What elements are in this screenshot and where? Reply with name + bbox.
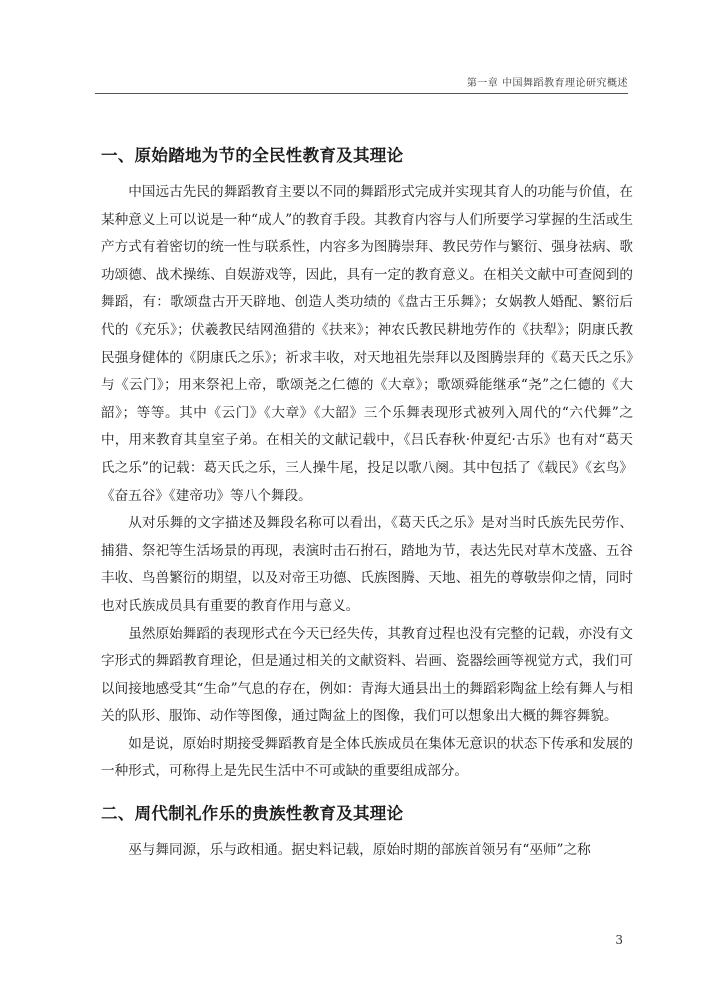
paragraph: 虽然原始舞蹈的表现形式在今天已经失传，其教育过程也没有完整的记载，亦没有文字形式的舞蹈教育理论，但是通过相关的文献资料、岩画、瓷器绘画等视觉方式，我们可以间接地感受其“生命”气息的存在，例如：青海大通县出土的舞蹈彩陶盆上绘有舞人与相关的队形、服饰、动作等图像，通过陶盆上的图像，我们可以想象出大概的舞容舞貌。	[101, 625, 633, 725]
section-heading-2: 二、周代制礼作乐的贵族性教育及其理论	[101, 804, 404, 824]
paragraph: 中国远古先民的舞蹈教育主要以不同的舞蹈形式完成并实现其育人的功能与价值，在某种意义上可以说是一种“成人”的教育手段。其教育内容与人们所要学习掌握的生活或生产方式有着密切的统一性与联系性，内容多为图腾崇拜、教民劳作与繁衍、强身祛病、歌功颂德、战术操练、自娱游戏等，因此，具有一定的教育意义。在相关文献中可查阅到的舞蹈，有：歌颂盘古开天辟地、创造人类功绩的《盘古王乐舞》；女娲教人婚配、繁衍后代的《充乐》；伏羲教民结网渔猎的《扶来》；神农氏教民耕地劳作的《扶犁》；阴康氏教民强身健体的《阴康氏之乐》；祈求丰收，对天地祖先崇拜以及图腾崇拜的《葛天氏之乐》与《云门》；用来祭祀上帝，歌颂尧之仁德的《大章》；歌颂舜能继承“尧”之仁德的《大韶》；等等。其中《云门》《大章》《大韶》三个乐舞表现形式被列入周代的“六代舞”之中，用来教育其皇室子弟。在相关的文献记载中，《吕氏春秋·仲夏纪·古乐》也有对“葛天氏之乐”的记载：葛天氏之乐，三人操牛尾，投足以歌八阕。其中包括了《载民》《玄鸟》《奋五谷》《建帝功》等八个舞段。	[101, 184, 633, 504]
paragraph: 如是说，原始时期接受舞蹈教育是全体氏族成员在集体无意识的状态下传承和发展的一种形式，可称得上是先民生活中不可或缺的重要组成部分。	[101, 735, 633, 780]
paragraph: 从对乐舞的文字描述及舞段名称可以看出，《葛天氏之乐》是对当时氏族先民劳作、捕猎、祭祀等生活场景的再现，表演时击石拊石，踏地为节，表达先民对草木茂盛、五谷丰收、鸟兽繁衍的期望，以及对帝王功德、氏族图腾、天地、祖先的尊敬崇仰之情，同时也对氏族成员具有重要的教育作用与意义。	[101, 515, 633, 614]
section-heading-1: 一、原始踏地为节的全民性教育及其理论	[101, 146, 404, 165]
header-rule	[95, 93, 628, 94]
body-content	[101, 128, 633, 865]
page-number: 3	[615, 933, 623, 947]
paragraph: 巫与舞同源，乐与政相通。据史料记载，原始时期的部族首领另有“巫师”之称	[128, 842, 591, 859]
running-header: 第一章 中国舞蹈教育理论研究概述	[466, 78, 628, 89]
